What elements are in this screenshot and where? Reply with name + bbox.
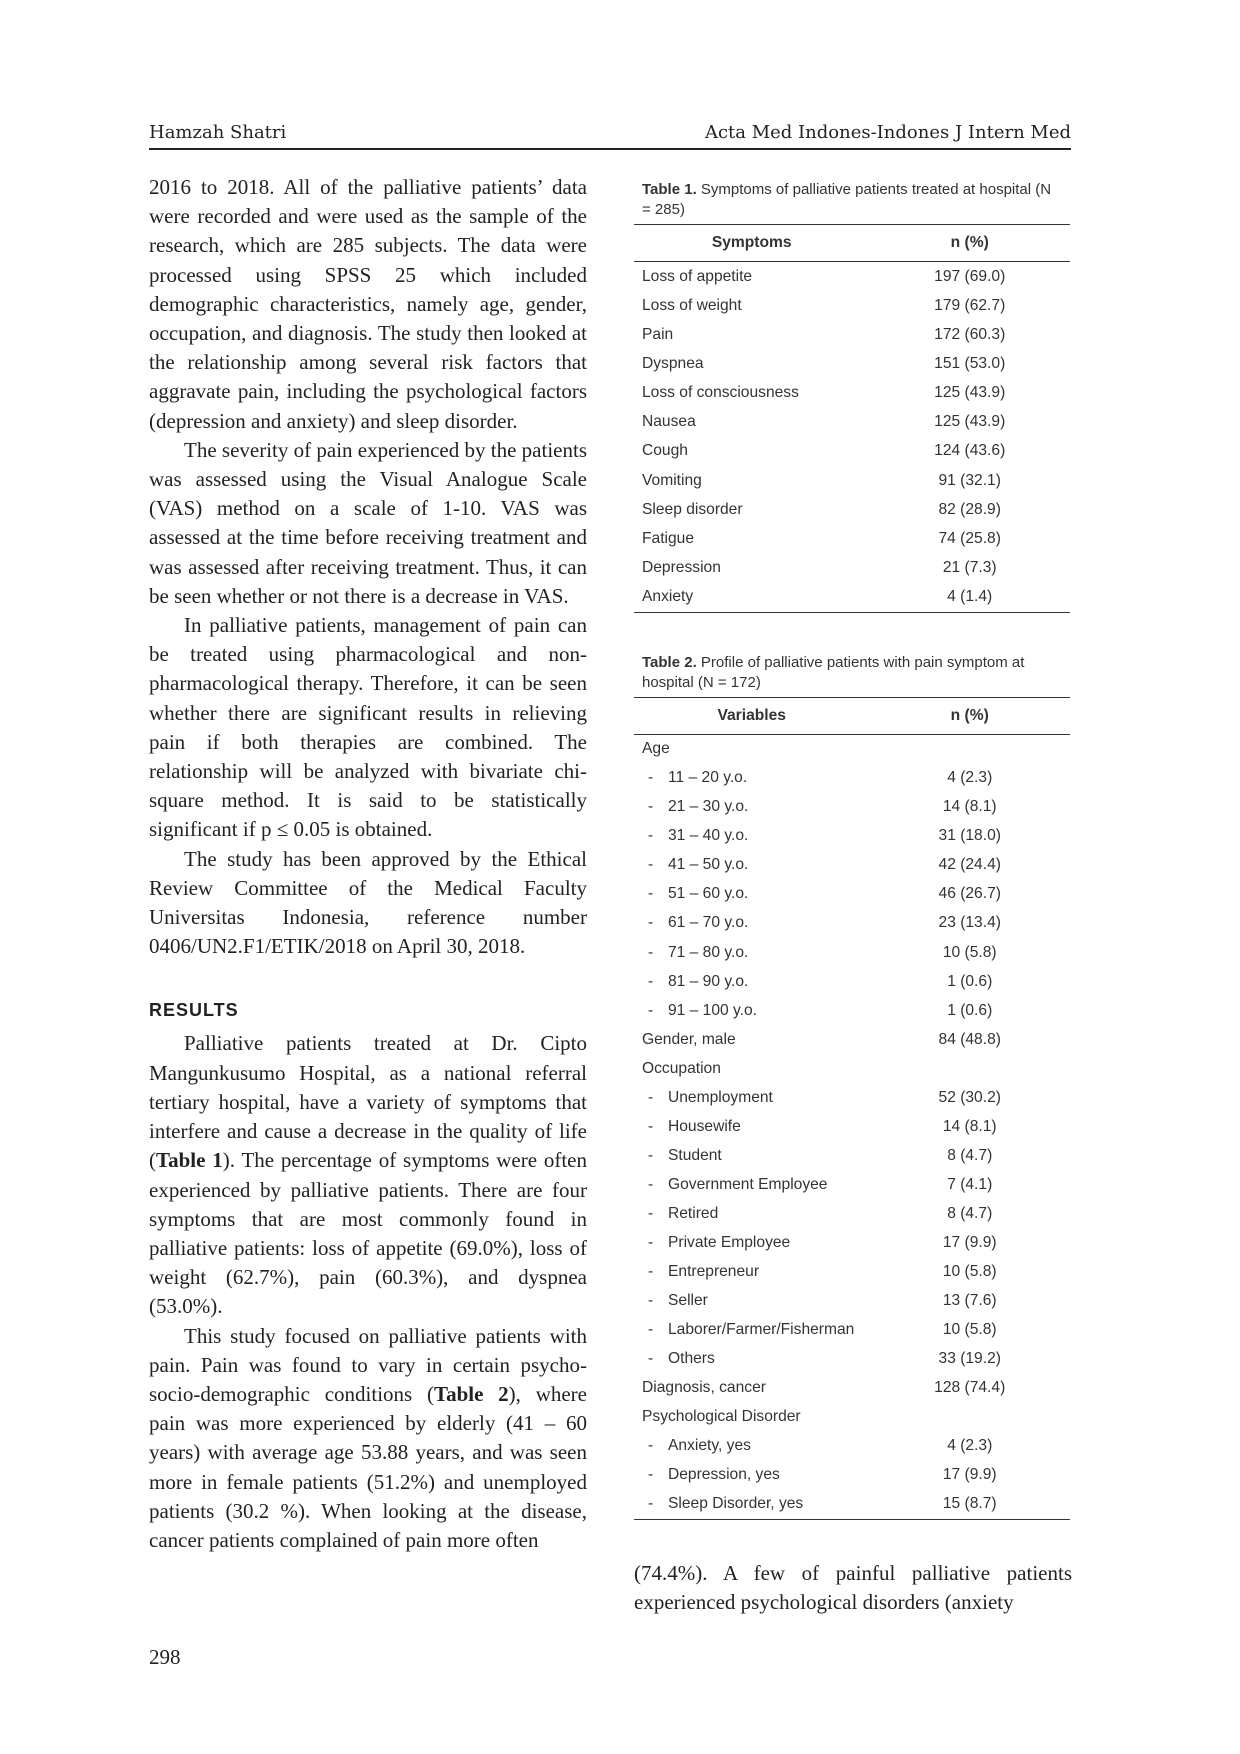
symptom-cell: Vomiting [642,471,702,489]
table-row [634,938,1070,967]
count-cell [869,734,1070,764]
count-cell: 82 (28.9) [938,500,1001,518]
subcategory-cell [634,1432,869,1461]
table-row [634,1199,1070,1228]
paragraph-text: ), where pain was more experienced by elderly (41 – 60 years) with average age 53.88 years, and was seen more in female patients (51.2%) and unemployed patients (30.2 %). When looking at the disease, cancer patients complained of pain more often [149,1381,587,1552]
count-cell: 84 (48.8) [938,1030,1001,1048]
table-row [634,1490,1070,1520]
list-dash: - [648,1175,654,1193]
count-cell: 10 (5.8) [942,943,997,961]
variable-label: 61 – 70 y.o. [668,914,749,932]
table-row [634,1374,1070,1403]
table-row [634,1403,1070,1432]
symptom-cell: Pain [642,325,674,343]
symptom-cell: Dyspnea [642,354,704,372]
table-row [634,437,1070,466]
list-dash: - [648,1466,654,1484]
paragraph-text: ). The percentage of symptoms were often experienced by palliative patients. There are four symptoms that are most commonly found in palliative patients: loss of appetite (69.0%), loss of weight (62.7%), pain (60.3%), and dyspnea (53.0%). [149,1148,587,1319]
count-cell: 14 (8.1) [942,1117,997,1135]
table-row [634,583,1070,613]
list-dash: - [648,972,654,990]
table-1-caption [642,180,1062,220]
variable-label: 31 – 40 y.o. [668,827,749,845]
paragraph: In palliative patients, management of pain can be treated using pharmacological and non-pharmacological therapy. Therefore, it can be seen whether there are significant results in relieving pain if both therapies are combined. The relationship will be analyzed with bivariate chi-square method. It is said to be statistically significant if p ≤ 0.05 is obtained. [149,613,587,842]
subcategory-cell [634,1228,869,1257]
table-row [634,1025,1070,1054]
table-row [634,1316,1070,1345]
count-cell: 172 (60.3) [934,325,1006,343]
table-row [634,524,1070,553]
table-header-row [634,225,1070,262]
running-header [149,122,1071,150]
table-row [634,1228,1070,1257]
paragraph [149,1029,587,1321]
subcategory-cell [634,851,869,880]
subcategory-cell [634,1345,869,1374]
subcategory-cell [634,1316,869,1345]
category-cell: Psychological Disorder [642,1408,801,1426]
list-dash: - [648,856,654,874]
table-row [634,466,1070,495]
list-dash: - [648,1292,654,1310]
paragraph-text: Palliative patients treated at Dr. Cipto Mangunkusumo Hospital, as a national referral tertiary hospital, have a variety of symptoms that interfere and cause a decrease in the quality of life ( [149,1031,587,1173]
table-row [634,349,1070,378]
variable-label: 21 – 30 y.o. [668,798,749,816]
subcategory-cell [634,1461,869,1490]
table-row [634,880,1070,909]
table-row [634,1141,1070,1170]
list-dash: - [648,1204,654,1222]
variable-label: 51 – 60 y.o. [668,885,749,903]
variable-label: Sleep Disorder, yes [668,1495,804,1513]
variable-label: Government Employee [668,1175,828,1193]
list-dash: - [648,769,654,787]
table-row [634,408,1070,437]
count-cell: 124 (43.6) [934,442,1006,460]
category-cell: Age [642,740,670,758]
list-dash: - [648,1321,654,1339]
table-row [634,851,1070,880]
list-dash: - [648,1117,654,1135]
symptom-cell: Loss of weight [642,296,742,314]
count-cell: 13 (7.6) [942,1292,997,1310]
variable-label: 81 – 90 y.o. [668,972,749,990]
count-cell: 52 (30.2) [938,1088,1001,1106]
list-dash: - [648,885,654,903]
table-2 [634,653,1070,1520]
variable-label: Housewife [668,1117,741,1135]
author-name: Hamzah Shatri [149,122,287,143]
list-dash: - [648,1495,654,1513]
table-header-row [634,697,1070,734]
paragraph: The study has been approved by the Ethical Review Committee of the Medical Faculty Universitas Indonesia, reference number 0406/UN2.F1/ETIK/2018 on April 30, 2018. [149,846,587,959]
journal-name: Acta Med Indones-Indones J Intern Med [704,122,1071,143]
subcategory-cell [634,1199,869,1228]
list-dash: - [648,943,654,961]
table-label: Table 1. [642,181,697,198]
symptom-cell: Loss of appetite [642,267,753,285]
subcategory-cell [634,1112,869,1141]
subcategory-cell [634,1141,869,1170]
table-row [634,495,1070,524]
table-row [634,734,1070,764]
paragraph: (74.4%). A few of painful palliative patients experienced psychological disorders (anxiety [634,1561,1072,1614]
variable-label: Unemployment [668,1088,773,1106]
count-cell: 21 (7.3) [942,558,997,576]
variable-label: Depression, yes [668,1466,780,1484]
table-row [634,1258,1070,1287]
count-cell: 10 (5.8) [942,1263,997,1281]
count-cell: 125 (43.9) [934,413,1006,431]
list-dash: - [648,1234,654,1251]
count-cell: 17 (9.9) [942,1234,997,1251]
column-header-n-percent: n (%) [869,697,1070,734]
caption-text: Symptoms of palliative patients treated at hospital (N = 285) [642,181,1052,218]
caption-text: Profile of palliative patients with pain symptom at hospital (N = 172) [642,653,1025,691]
table-row [634,793,1070,822]
category-cell: Diagnosis, cancer [642,1379,766,1397]
table-row [634,1432,1070,1461]
table-label: Table 2. [642,653,697,671]
symptom-cell: Depression [642,558,721,576]
table-row [634,1287,1070,1316]
paragraph [149,1322,587,1556]
subcategory-cell [634,764,869,793]
column-header-variables: Variables [634,697,869,734]
list-dash: - [648,1088,654,1106]
list-dash: - [648,798,654,816]
count-cell: 151 (53.0) [934,354,1006,372]
variable-label: Others [668,1350,715,1368]
list-dash: - [648,1263,654,1281]
paragraph-text: This study focused on palliative patients with pain. Pain was found to vary in certain psycho-socio-demographic conditions ( [149,1323,587,1406]
table-row [634,1461,1070,1490]
paragraph: The severity of pain experienced by the patients was assessed using the Visual Analogue Scale (VAS) method on a scale of 1-10. VAS was assessed at the time before receiving treatment and was assessed after receiving treatment. Thus, it can be seen whether or not there is a decrease in VAS. [149,437,587,608]
count-cell: 23 (13.4) [938,914,1001,932]
variable-label: Anxiety, yes [668,1437,751,1455]
count-cell: 8 (4.7) [947,1146,993,1164]
table-row [634,379,1070,408]
subcategory-cell [634,1490,869,1520]
count-cell: 33 (19.2) [938,1350,1001,1368]
count-cell [869,1403,1070,1432]
paragraph: 2016 to 2018. All of the palliative patients’ data were recorded and were used as the sample of the research, which are 285 subjects. The data were processed using SPSS 25 which included demographic characteristics, namely age, gender, occupation, and diagnosis. The study then looked at the relationship among several risk factors that aggravate pain, including the psychological factors (depression and anxiety) and sleep disorder. [149,175,587,433]
count-cell: 42 (24.4) [938,856,1001,874]
subcategory-cell [634,996,869,1025]
symptom-cell: Sleep disorder [642,500,743,518]
variable-label: Private Employee [668,1234,791,1251]
table-row [634,909,1070,938]
variable-label: Student [668,1146,722,1164]
count-cell: 17 (9.9) [942,1466,997,1484]
symptom-cell: Cough [642,442,688,460]
count-cell: 4 (2.3) [947,769,993,787]
count-cell: 46 (26.7) [938,885,1001,903]
variable-label: Seller [668,1292,708,1310]
subcategory-cell [634,1287,869,1316]
count-cell: 7 (4.1) [947,1175,993,1193]
variable-label: 11 – 20 y.o. [668,769,748,787]
variable-label: Retired [668,1204,719,1222]
subcategory-cell [634,1083,869,1112]
table-row [634,553,1070,582]
section-heading-results: RESULTS [149,1000,239,1021]
list-dash: - [648,914,654,932]
list-dash: - [648,1146,654,1164]
count-cell: 4 (1.4) [869,583,1070,613]
count-cell: 4 (2.3) [947,1437,993,1455]
table-reference: Table 2 [433,1381,509,1406]
count-cell: 15 (8.7) [869,1490,1070,1520]
profile-table [634,697,1070,1520]
right-column [634,180,1070,1520]
subcategory-cell [634,1170,869,1199]
count-cell: 91 (32.1) [938,471,1001,489]
count-cell: 8 (4.7) [947,1204,993,1222]
count-cell: 1 (0.6) [947,972,993,990]
table-row [634,996,1070,1025]
subcategory-cell [634,909,869,938]
category-cell: Occupation [642,1059,721,1077]
variable-label: Laborer/Farmer/Fisherman [668,1321,855,1339]
table-reference: Table 1 [156,1148,223,1173]
column-header-symptoms: Symptoms [634,225,869,262]
table-row [634,822,1070,851]
subcategory-cell [634,880,869,909]
subcategory-cell [634,1258,869,1287]
subcategory-cell [634,822,869,851]
count-cell: 128 (74.4) [934,1379,1006,1397]
table-row [634,1170,1070,1199]
count-cell: 179 (62.7) [934,296,1006,314]
table-row [634,291,1070,320]
table-row [634,967,1070,996]
subcategory-cell [634,793,869,822]
right-column-continuation [634,1559,1072,1617]
count-cell: 74 (25.8) [938,529,1001,547]
list-dash: - [648,1350,654,1368]
count-cell: 197 (69.0) [934,267,1006,285]
category-cell: Gender, male [642,1030,736,1048]
table-row [634,262,1070,292]
count-cell: 14 (8.1) [942,798,997,816]
count-cell: 10 (5.8) [942,1321,997,1339]
left-column [149,173,587,1555]
list-dash: - [648,1437,654,1455]
table-2-caption [642,653,1062,693]
variable-label: 71 – 80 y.o. [668,943,749,961]
count-cell: 1 (0.6) [947,1001,993,1019]
subcategory-cell [634,967,869,996]
table-row [634,320,1070,349]
table-1 [634,180,1070,613]
variable-label: 41 – 50 y.o. [668,856,749,874]
count-cell [869,1054,1070,1083]
count-cell: 125 (43.9) [934,384,1006,402]
symptom-cell: Nausea [642,413,696,431]
table-row [634,1054,1070,1083]
column-header-n-percent: n (%) [869,225,1070,262]
variable-label: Entrepreneur [668,1263,760,1281]
variable-label: 91 – 100 y.o. [668,1001,758,1019]
symptom-cell: Loss of consciousness [642,384,799,402]
list-dash: - [648,827,654,845]
subcategory-cell [634,938,869,967]
symptom-cell: Anxiety [634,583,869,613]
symptoms-table [634,224,1070,613]
table-row [634,1345,1070,1374]
list-dash: - [648,1001,654,1019]
page-number: 298 [149,1645,181,1669]
symptom-cell: Fatigue [642,529,695,547]
table-row [634,1083,1070,1112]
count-cell: 31 (18.0) [938,827,1001,845]
table-row [634,764,1070,793]
table-row [634,1112,1070,1141]
